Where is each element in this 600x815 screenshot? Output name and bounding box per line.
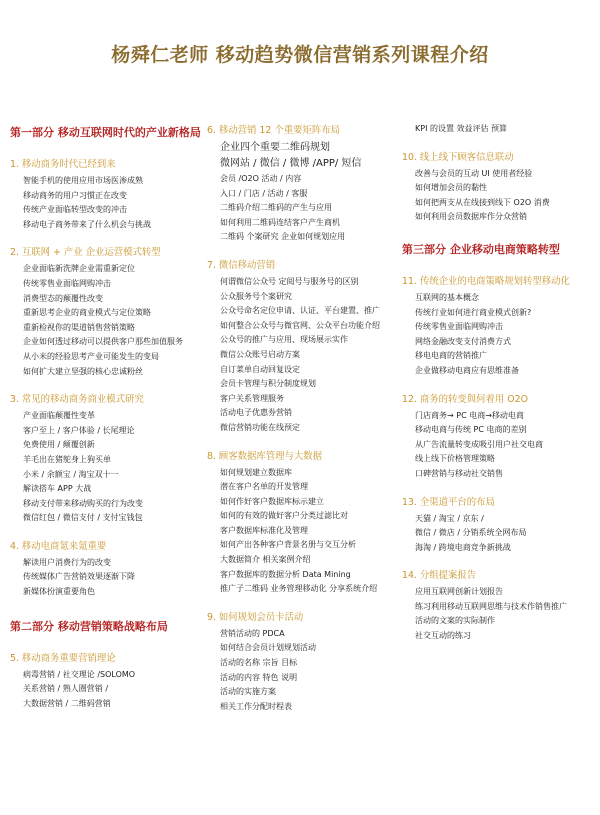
section-11 — [402, 273, 594, 379]
list-item: 从小米的经验思考产业可能发生的变局 — [23, 351, 159, 361]
list-item: 社交互动的练习 — [415, 631, 471, 641]
list-item: 自订菜单自动回复设定 — [220, 364, 300, 374]
section-items — [402, 409, 594, 482]
list-item: KPI 的设置 效益评估 预算 — [415, 124, 508, 133]
list-item: 活动的文案的实际制作 — [415, 616, 495, 626]
list-item: 推广子二维码 业务管理移动化 分享系统介绍 — [220, 584, 378, 594]
section-items — [207, 172, 403, 245]
list-item: 营销活动的 PDCA — [220, 628, 285, 638]
column-left — [10, 118, 206, 723]
list-item: 免费使用 / 颠覆创新 — [23, 440, 95, 450]
list-item: 传统行业如何进行商业模式创新? — [415, 307, 532, 317]
list-item: 大数据营销 / 二维码营销 — [23, 698, 111, 708]
section-9 — [207, 609, 403, 715]
list-item: 客户至上 / 客户体验 / 长尾理论 — [23, 425, 135, 435]
list-item: 相关工作分配时程表 — [220, 701, 292, 711]
list-item: 会员卡管理与积分制度规划 — [220, 379, 316, 389]
list-item: 移动电商与传统 PC 电商的差别 — [415, 425, 527, 435]
list-item: 如何把两支从在线接到线下 O2O 消费 — [415, 197, 550, 207]
section-title-6: 6. 移动营销 12 个重要矩阵布局 — [207, 125, 340, 136]
list-item: 口碑营销与移动社交销售 — [415, 468, 503, 478]
list-item: 客户关系管理服务 — [220, 393, 284, 403]
list-item: 微网站 / 微信 / 微博 /APP/ 短信 — [220, 158, 362, 169]
list-item: 入口 / 门店 / 活动 / 客服 — [220, 188, 308, 198]
list-item: 练习利用移动互联网思维与技术作销售推广 — [415, 601, 567, 611]
section-1 — [10, 156, 206, 232]
list-item: 活动的实施方案 — [220, 687, 276, 697]
section-title-12: 12. 商务的转变與何着用 O2O — [402, 393, 528, 405]
list-item: 移动支付带来移动购买的行为改变 — [23, 498, 143, 508]
section-items — [402, 291, 594, 379]
list-item: 天猫 / 淘宝 / 京东 / — [415, 513, 484, 523]
list-item: 企业做移动电商应有思维准备 — [415, 365, 519, 375]
section-items — [10, 409, 206, 526]
section-items — [207, 275, 403, 436]
section-title-4: 4. 移动电商氪来氪重要 — [10, 540, 107, 552]
list-item: 解读用户消费行为的改变 — [23, 557, 111, 567]
section-items — [207, 627, 403, 715]
part-heading-3: 第三部分 企业移动电商策略转型 — [402, 242, 560, 256]
section-6 — [207, 122, 403, 245]
list-item: 何谓微信公众号 定阅号与服务号的区别 — [220, 276, 359, 286]
list-item: 企业四个重要二维码规划 — [220, 142, 330, 153]
section-4 — [10, 538, 206, 600]
list-item: 改善与会员的互动 UI 使用者经验 — [415, 168, 533, 178]
list-item: 客户数据库的数据分析 Data Mining — [220, 569, 351, 579]
list-item: 移动电子商务带来了什么机会与挑战 — [23, 219, 151, 229]
section-items — [10, 556, 206, 600]
list-item: 如何结合会员计划规划活动 — [220, 643, 316, 653]
section-title-3: 3. 常见的移动商务商业模式研究 — [10, 394, 144, 406]
section-items — [402, 167, 594, 225]
section-items — [10, 262, 206, 379]
list-item: 活动的名称 宗旨 目标 — [220, 658, 298, 668]
section-title-8: 8. 顾客数据库管理与大数据 — [207, 450, 323, 462]
section-12 — [402, 391, 594, 482]
section-title-2: 2. 互联网 + 产业 企业运营模式转型 — [10, 247, 161, 259]
page-title: 杨舜仁老师 移动趋势微信营销系列课程介绍 — [111, 44, 489, 66]
list-item: 微信营销功能在线预定 — [220, 422, 300, 432]
section-8 — [207, 448, 403, 597]
list-item: 互联网的基本概念 — [415, 292, 479, 302]
list-item: 如何的有效的做好客户分类过滤比对 — [220, 511, 348, 521]
list-item: 潜在客户名单的开发管理 — [220, 482, 308, 492]
carryover-items — [402, 122, 594, 137]
section-title-14: 14. 分组提案报告 — [402, 570, 477, 582]
section-title-7: 7. 微信移动营销 — [207, 259, 276, 271]
list-item: 病毒营销 / 社交理论 /SOLOMO — [23, 669, 136, 679]
list-item: 微信 / 微店 / 分销系统全网布局 — [415, 528, 527, 538]
section-items — [402, 585, 594, 643]
section-items — [402, 512, 594, 556]
list-item: 如何产出各种客户背景名册与交互分析 — [220, 540, 356, 550]
list-item: 移动商务的用户习惯正在改变 — [23, 190, 127, 200]
section-title-10: 10. 线上线下顾客信息联动 — [402, 151, 514, 163]
list-item: 如何利用二维码连结客户产生商机 — [220, 217, 340, 227]
section-title-13: 13. 全渠道平台的布局 — [402, 496, 495, 508]
part-heading-1: 第一部分 移动互联网时代的产业新格局 — [10, 126, 201, 139]
section-items — [207, 466, 403, 597]
column-middle — [207, 122, 403, 726]
list-item: 活动的内容 特色 说明 — [220, 672, 298, 682]
section-items-large — [207, 140, 403, 172]
section-13 — [402, 494, 594, 556]
list-item: 解读搭车 APP 大战 — [23, 484, 92, 494]
list-item: 产业面临颠覆性变革 — [23, 411, 95, 421]
section-3 — [10, 391, 206, 526]
section-title-9: 9. 如何规划会员卡活动 — [207, 611, 304, 623]
list-item: 消费型态的颠覆性改变 — [23, 293, 103, 303]
list-item: 客户数据库标准化及管理 — [220, 525, 308, 535]
list-item: 网络金融改变支付消费方式 — [415, 336, 511, 346]
list-item: 智能手机的使用应用市场医渗成熟 — [23, 176, 143, 185]
list-item: 重新检视你的渠道销售营销策略 — [23, 322, 135, 332]
section-14 — [402, 567, 594, 643]
list-item: 如何利用会员数据库作分众营销 — [415, 212, 527, 222]
list-item: 如何规划建立数据库 — [220, 467, 292, 477]
list-item: 传统零售业面临网购冲击 — [415, 322, 503, 332]
list-item: 传统媒体广告营销效果逐渐下降 — [23, 572, 135, 582]
column-right — [402, 122, 594, 656]
list-item: 重新思考企业的商业模式与定位策略 — [23, 308, 151, 318]
part-heading-2: 第二部分 移动营销策略战略布局 — [10, 619, 168, 633]
list-item: 活动电子优惠券营销 — [220, 408, 292, 418]
list-item: 从广告流量转变成吸引用户社交电商 — [415, 439, 543, 449]
list-item: 公众号命名定位申请、认证、平台建置、推广 — [220, 306, 380, 316]
list-item: 企业如何透过移动可以提供客户那些加值服务 — [23, 337, 183, 347]
list-item: 羊毛出在猪鸵身上狗买单 — [23, 454, 111, 464]
list-item: 微信红包 / 微信支付 / 支付宝钱包 — [23, 513, 143, 523]
list-item: 微信公众账号启动方案 — [220, 349, 300, 359]
section-10 — [402, 149, 594, 225]
list-item: 大数据简介 相关案例介绍 — [220, 555, 311, 565]
list-item: 如何整合公众号与微官网、公众平台功能介绍 — [220, 320, 380, 330]
list-item: 二维码介绍二维码的产生与应用 — [220, 203, 332, 213]
section-7 — [207, 257, 403, 436]
list-item: 应用互联网创新计划报告 — [415, 587, 503, 597]
list-item: 小米 / 余额宝 / 淘宝双十一 — [23, 469, 119, 479]
list-item: 企业面临新洗牌企业需重新定位 — [23, 264, 135, 274]
list-item: 二维码 个案研究 企业如何规划应用 — [220, 232, 346, 242]
section-2 — [10, 244, 206, 379]
section-items — [10, 668, 206, 712]
list-item: 传统产业面临转型改变的冲击 — [23, 205, 127, 215]
list-item: 关系营销 / 熟人圈营销 / — [23, 684, 109, 694]
list-item: 线上线下价格管理策略 — [415, 454, 495, 464]
list-item: 海淘 / 跨境电商竞争新挑战 — [415, 542, 511, 552]
list-item: 新媒体扮演重要角色 — [23, 587, 95, 597]
list-item: 公众号的推广与应用、现场展示实作 — [220, 335, 348, 345]
list-item: 公众服务号个案研究 — [220, 291, 292, 301]
list-item: 移电电商的营销推广 — [415, 351, 487, 361]
section-title-1: 1. 移动商务时代已经到来 — [10, 159, 116, 170]
list-item: 门店商务→ PC 电商→移动电商 — [415, 410, 524, 420]
list-item: 会员 /O2O 活动 / 内容 — [220, 174, 302, 183]
list-item: 如何作好客户数据库标示建立 — [220, 496, 324, 506]
section-5 — [10, 650, 206, 712]
list-item: 如何增加会员的黏性 — [415, 183, 487, 193]
section-title-11: 11. 传统企业的电商策略规划转型移动化 — [402, 275, 570, 287]
list-item: 如何扩大建立坚强的核心忠诚粉丝 — [23, 366, 143, 376]
section-items — [10, 174, 206, 232]
section-title-5: 5. 移动商务重要营销理论 — [10, 652, 116, 664]
list-item: 传统零售业面临网购冲击 — [23, 278, 111, 288]
